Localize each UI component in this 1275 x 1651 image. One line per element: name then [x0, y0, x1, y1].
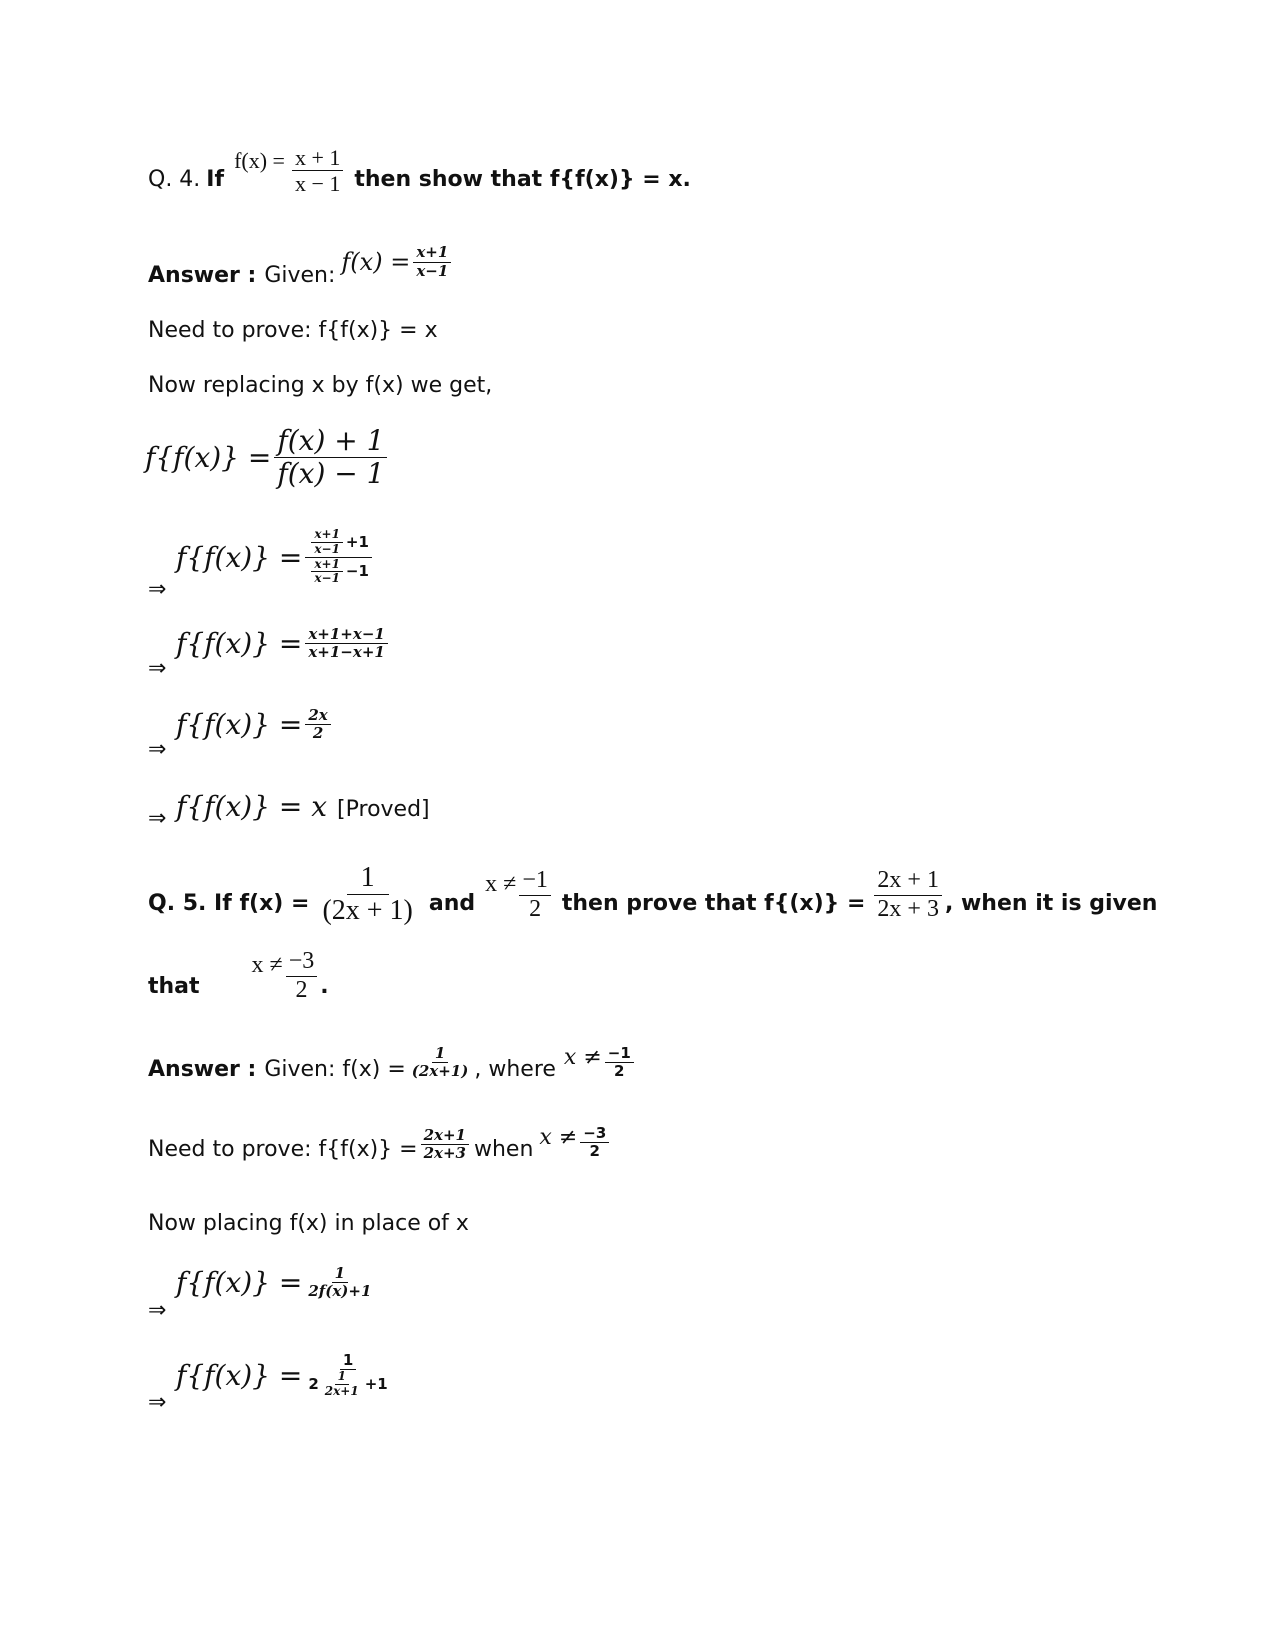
inner-numerator: x+1 [311, 528, 343, 543]
numerator: x + 1 [292, 145, 343, 171]
condition-1 [564, 1045, 637, 1081]
lhs: f{f(x)} = [176, 1266, 303, 1300]
denominator: 2 [295, 976, 308, 1003]
numerator: 1 [332, 1265, 348, 1283]
x-neq: x ≠ [485, 871, 517, 898]
that-label: that [148, 974, 200, 1000]
denominator: (2x + 1) [322, 895, 413, 927]
implies-arrow: ⇒ [148, 1390, 167, 1415]
x-neq: x ≠ [251, 952, 283, 979]
x-neq: x ≠ [563, 1044, 602, 1070]
lhs: f{f(x)} = [176, 1358, 303, 1392]
implies-arrow: ⇒ [148, 806, 167, 831]
fraction [319, 862, 415, 927]
answer-5-given [148, 1045, 637, 1087]
inner-fraction [322, 1370, 362, 1399]
inner-fraction [311, 558, 343, 587]
when-label: , when it is given [944, 891, 1158, 917]
lhs: f{f(x)} = [176, 708, 303, 742]
denominator: 2x + 3 [877, 895, 939, 922]
numerator: 1 [432, 1045, 448, 1063]
lhs: f{f(x)} = [145, 441, 272, 475]
inner-denominator: x−1 [314, 541, 340, 556]
when-label: when [474, 1136, 534, 1162]
answer-4-given [148, 235, 454, 289]
denominator: x − 1 [294, 171, 341, 197]
implies-arrow: ⇒ [148, 737, 167, 762]
implies-arrow: ⇒ [148, 1298, 167, 1323]
denominator: 2 [589, 1142, 600, 1161]
given-label: Given: f(x) = [264, 1056, 406, 1082]
answer-label: Answer : [148, 263, 257, 288]
a5-step-2 [176, 1352, 394, 1399]
condition-2 [252, 948, 321, 1004]
numerator: −3 [286, 948, 318, 977]
minus-one: −1 [345, 562, 369, 581]
denominator: x+1−x+1 [308, 643, 385, 662]
placing-step: Now placing f(x) in place of x [148, 1211, 469, 1236]
numerator: x+1+x−1 [305, 626, 387, 644]
denominator: 2 [312, 724, 324, 743]
fraction [409, 1045, 472, 1081]
lhs: f{f(x)} = [176, 627, 303, 661]
fraction [305, 626, 387, 662]
replace-step: Now replacing x by f(x) we get, [148, 373, 493, 398]
fx-label: f(x) = [341, 248, 411, 276]
fraction [519, 867, 551, 923]
fraction [605, 1045, 634, 1081]
fraction [580, 1125, 609, 1161]
denominator [305, 1370, 390, 1399]
plus-one: +1 [345, 532, 369, 551]
where-label: , where [474, 1056, 556, 1082]
answer-label: Answer : [148, 1056, 257, 1082]
fraction [274, 425, 387, 490]
question-4 [148, 145, 691, 197]
step-4 [176, 707, 334, 743]
x-neq: x ≠ [539, 1124, 578, 1150]
numerator: x+1 [413, 244, 451, 262]
numerator: 2x [305, 707, 330, 725]
implies-arrow: ⇒ [148, 577, 167, 602]
numerator: f(x) + 1 [274, 425, 387, 458]
step-2 [176, 528, 375, 586]
proved-label: [Proved] [337, 797, 430, 822]
inner-fraction [311, 528, 343, 557]
fraction [413, 244, 451, 280]
question-if: If [206, 166, 225, 192]
numerator [305, 528, 372, 558]
inner-denominator: x−1 [314, 571, 340, 586]
answer-5-need [148, 1125, 612, 1167]
denominator [305, 558, 372, 587]
compound-fraction [305, 528, 372, 586]
question-text: then show that f{f(x)} = x. [354, 166, 691, 192]
lhs: f{f(x)} = [176, 540, 303, 574]
inner-denominator: 2x+1 [324, 1384, 359, 1399]
denominator: f(x) − 1 [277, 457, 385, 491]
numerator: −1 [605, 1045, 634, 1063]
a5-step-1 [176, 1265, 377, 1301]
numerator: 2x+1 [421, 1127, 469, 1145]
inner-numerator: 1 [335, 1370, 349, 1385]
inner-numerator: x+1 [311, 558, 343, 573]
denominator: (2x+1) [411, 1062, 469, 1081]
fraction [421, 1127, 469, 1163]
question-label: Q. 5. If f(x) = [148, 891, 310, 917]
then-label: then prove that f{(x)} = [561, 891, 866, 917]
step-5 [176, 790, 430, 823]
fx-definition [234, 145, 346, 197]
numerator: −1 [519, 867, 551, 896]
denominator: 2x+3 [423, 1144, 466, 1163]
condition-2 [539, 1125, 612, 1161]
numerator: 1 [340, 1352, 356, 1370]
step-3 [176, 626, 391, 662]
denominator: 2f(x)+1 [308, 1282, 372, 1301]
denominator: 2 [529, 895, 542, 922]
denominator: 2 [614, 1062, 625, 1081]
compound-fraction [305, 1352, 390, 1399]
plus-one: +1 [364, 1374, 388, 1393]
numerator: 2x + 1 [874, 867, 942, 896]
fraction [286, 948, 318, 1004]
coefficient: 2 [308, 1374, 319, 1393]
given-label: Given: [264, 263, 336, 288]
numerator: 1 [347, 862, 389, 895]
need-label: Need to prove: f{f(x)} = [148, 1136, 418, 1162]
condition-1 [485, 867, 554, 923]
and-label: and [428, 891, 476, 917]
question-5-cont [148, 948, 329, 1004]
fraction [305, 1265, 374, 1301]
period: . [320, 974, 329, 1000]
result: f{f(x)} = x [176, 790, 328, 823]
fraction [305, 707, 330, 743]
fx-label: f(x) = [234, 147, 285, 173]
need-to-prove: Need to prove: f{f(x)} = x [148, 318, 438, 343]
fraction [874, 867, 942, 923]
numerator: −3 [580, 1125, 609, 1143]
denominator: x−1 [416, 261, 449, 280]
fraction [292, 145, 343, 197]
implies-arrow: ⇒ [148, 656, 167, 681]
step-1 [145, 425, 390, 490]
question-5 [148, 862, 1157, 927]
question-label: Q. 4. [148, 166, 201, 192]
